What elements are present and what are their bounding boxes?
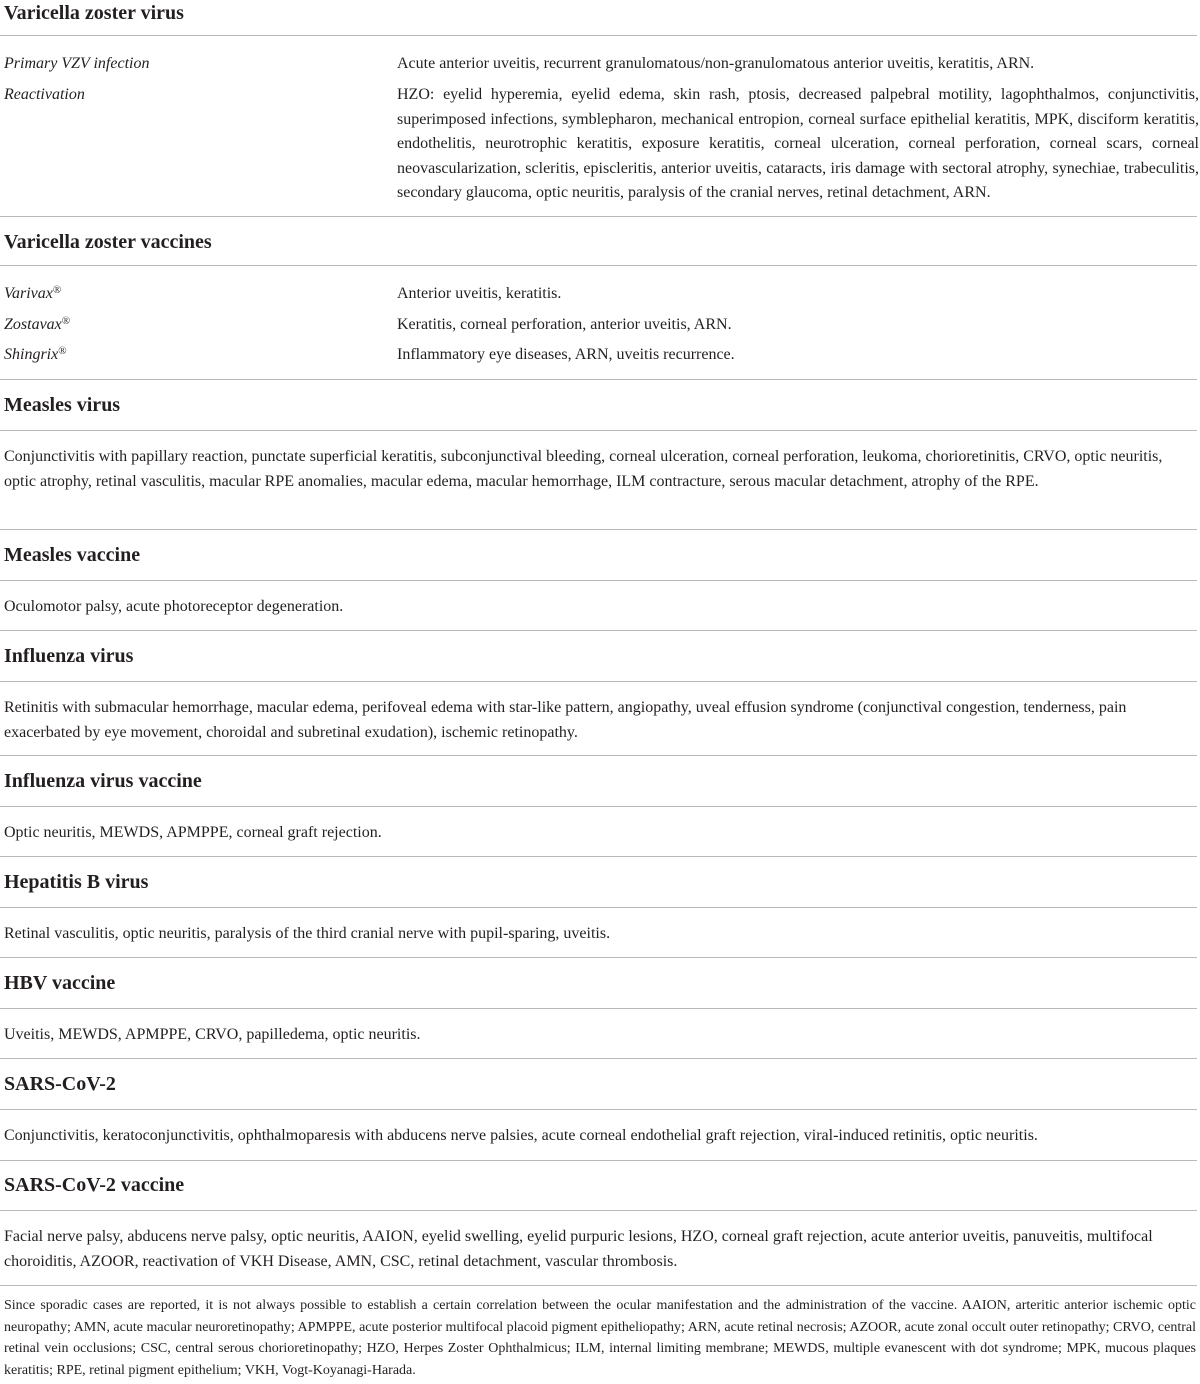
row-divider [0, 216, 1197, 217]
registered-mark: ® [58, 345, 67, 357]
section-heading-measles-vaccine: Measles vaccine [4, 544, 141, 566]
row-value-varivax: Anterior uveitis, keratitis. [397, 285, 562, 302]
table-bottom-rule [0, 1285, 1197, 1286]
row-divider [0, 1008, 1197, 1009]
section-text-influenza-vaccine: Optic neuritis, MEWDS, APMPPE, corneal graft rejection. [4, 824, 382, 841]
section-text-sars-cov-2-vaccine: Facial nerve palsy, abducens nerve palsy, optic neuritis, AAION, eyelid swelling, eyelid purpuric lesions, HZO, corneal graft rejection, acute anterior uveitis, panuveitis, multifocal choroiditis, AZOOR, reactivation of VKH Disease, AMN, CSC, retinal detachment, vascular thrombosis. [4, 1228, 1153, 1270]
registered-mark: ® [52, 284, 62, 296]
section-heading-influenza-virus: Influenza virus [4, 645, 134, 667]
row-divider [0, 529, 1197, 530]
row-label-shingrix: Shingrix® [4, 345, 67, 363]
section-text-measles-virus: Conjunctivitis with papillary reaction, punctate superficial keratitis, subconjunctival bleeding, corneal ulceration, corneal perforation, leukoma, chorioretinitis, CRVO, optic neuritis, optic atrophy, retinal vasculitis, macular RPE anomalies, macular edema, macular hemorrhage, ILM contracture, serous macular detachment, atrophy of the RPE. [4, 448, 1163, 490]
section-text-influenza-virus: Retinitis with submacular hemorrhage, macular edema, perifoveal edema with star-like pattern, angiopathy, uveal effusion syndrome (conjunctival congestion, tenderness, pain exacerbated by eye movement, choroidal and subretinal exudation), ischemic retinopathy. [4, 699, 1127, 741]
row-divider [0, 35, 1197, 36]
section-heading-sars-cov-2-vaccine: SARS-CoV-2 vaccine [4, 1174, 185, 1196]
row-divider [0, 1109, 1197, 1110]
section-heading-influenza-vaccine: Influenza virus vaccine [4, 770, 202, 792]
row-divider [0, 1210, 1197, 1211]
row-divider [0, 755, 1197, 756]
section-text-hbv-vaccine: Uveitis, MEWDS, APMPPE, CRVO, papilledema, optic neuritis. [4, 1026, 421, 1043]
section-text-sars-cov-2: Conjunctivitis, keratoconjunctivitis, ophthalmoparesis with abducens nerve palsies, acute corneal endothelial graft rejection, viral-induced retinitis, optic neuritis. [4, 1127, 1038, 1144]
table-footnote: Since sporadic cases are reported, it is not always possible to establish a certain correlation between the ocular manifestation and the administration of the vaccine. AAION, arteritic anterior ischemic optic neuropathy; AMN, acute macular neuroretinopathy; APMPPE, acute posterior multifocal placoid pigment epitheliopathy; ARN, acute retinal necrosis; AZOOR, acute zonal occult outer retinopathy; CRVO, central retinal vein occlusions; CSC, central serous chorioretinopathy; HZO, Herpes Zoster Ophthalmicus; ILM, internal limiting membrane; MEWDS, multiple evanescent with dot syndrome; MPK, mucous plaques keratitis; RPE, retinal pigment epithelium; VKH, Vogt-Koyanagi-Harada. [4, 1298, 1196, 1378]
section-heading-hbv-vaccine: HBV vaccine [4, 972, 116, 994]
row-value-reactivation: HZO: eyelid hyperemia, eyelid edema, skin rash, ptosis, decreased palpebral motility, lagophthalmos, conjunctivitis, superimposed infections, symblepharon, mechanical entropion, corneal surface epithelial keratitis, MPK, disciform keratitis, endothelitis, neurotrophic keratitis, exposure keratitis, corneal ulceration, corneal perforation, corneal scars, corneal neovascularization, scleritis, episcleritis, anterior uveitis, cataracts, iris damage with sectoral atrophy, synechiae, trabeculitis, secondary glaucoma, optic neuritis, paralysis of the cranial nerves, retinal detachment, ARN. [397, 86, 1199, 202]
row-divider [0, 907, 1197, 908]
row-label-reactivation: Reactivation [4, 86, 85, 103]
row-divider [0, 1058, 1197, 1059]
row-value-zostavax: Keratitis, corneal perforation, anterior uveitis, ARN. [397, 316, 732, 333]
section-text-hepatitis-b: Retinal vasculitis, optic neuritis, paralysis of the third cranial nerve with pupil-sparing, uveitis. [4, 925, 611, 942]
row-divider [0, 806, 1197, 807]
row-divider [0, 1160, 1197, 1161]
row-value-shingrix: Inflammatory eye diseases, ARN, uveitis recurrence. [397, 346, 735, 363]
row-label-varivax: Varivax® [4, 284, 62, 302]
registered-mark: ® [61, 315, 71, 327]
row-divider [0, 856, 1197, 857]
row-label-primary-vzv: Primary VZV infection [4, 55, 150, 72]
section-heading-vzv-vaccines: Varicella zoster vaccines [4, 231, 212, 253]
section-text-measles-vaccine: Oculomotor palsy, acute photoreceptor degeneration. [4, 598, 344, 615]
section-heading-sars-cov-2: SARS-CoV-2 [4, 1073, 116, 1095]
row-divider [0, 630, 1197, 631]
section-heading-vzv: Varicella zoster virus [4, 2, 184, 24]
row-divider [0, 681, 1197, 682]
section-heading-hepatitis-b: Hepatitis B virus [4, 871, 149, 893]
row-value-primary-vzv: Acute anterior uveitis, recurrent granulomatous/non-granulomatous anterior uveitis, keratitis, ARN. [397, 55, 1035, 72]
row-label-zostavax: Zostavax® [4, 315, 71, 333]
row-divider [0, 580, 1197, 581]
section-heading-measles-virus: Measles virus [4, 394, 121, 416]
row-divider [0, 265, 1197, 266]
row-divider [0, 379, 1197, 380]
row-divider [0, 430, 1197, 431]
row-divider [0, 957, 1197, 958]
